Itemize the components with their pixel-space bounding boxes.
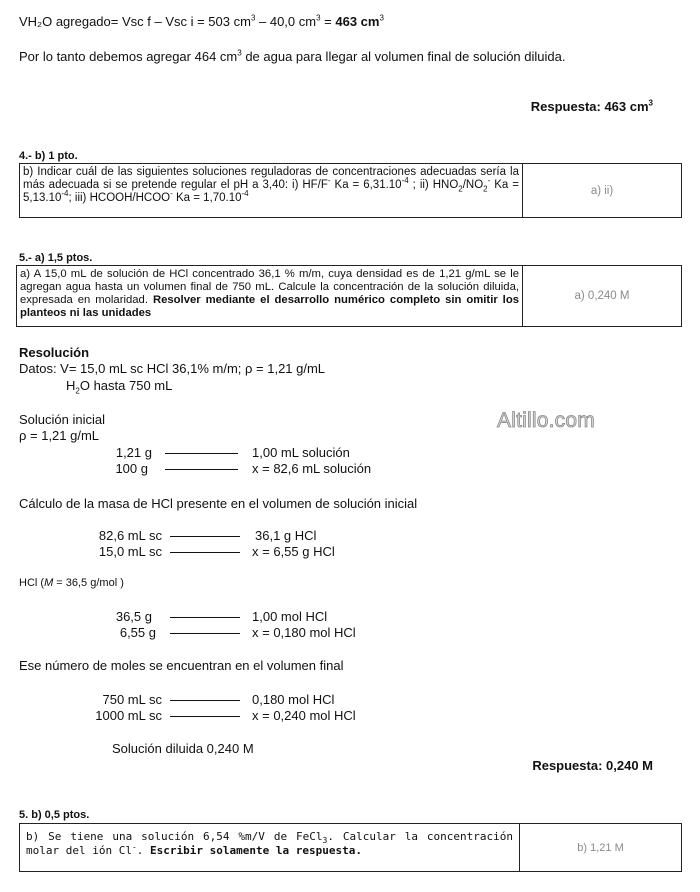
rule4-right-b: x = 0,240 mol HCl [252, 708, 356, 723]
rule3-right-a: 1,00 mol HCl [252, 609, 328, 624]
dilution-water-formula: VH₂O agregado= Vsc f – Vsc i = 503 $cm^3 - 40,0$ $cm^3 = 463$ $cm^3$ [19, 13, 384, 29]
rule4-left-a: 750 mL sc [102, 692, 162, 707]
formula-result: 463 cm [335, 14, 380, 29]
formula-text: VH₂O agregado= Vsc f – Vsc i = 503 cm [19, 14, 251, 29]
answer-label-top: Respuesta: 463 $cm^3$ [530, 98, 653, 114]
answer-label-5a: Respuesta: 0,240 M [532, 758, 653, 773]
question-5b-box [19, 823, 682, 872]
question-4-box [19, 163, 682, 218]
rule1-dash-b [165, 469, 238, 470]
question-5a-answer: a) 0,240 M [574, 290, 630, 302]
question-5a-box [16, 265, 682, 327]
rule2-dash-b [170, 552, 240, 553]
rule4-right-a: 0,180 mol HCl [252, 692, 335, 707]
rule2-right-a: 36,1 g HCl [255, 528, 317, 543]
molar-mass-label: HCl (M = 36,5 g/mol ) [19, 577, 124, 589]
rule3-right-b: x = 0,180 mol HCl [252, 625, 356, 640]
rule4-left-b: 1000 mL sc [95, 708, 162, 723]
data-line-2: $H_2O$ hasta 750 mL [66, 378, 173, 396]
question-4-text: b) Indicar cuál de las siguientes soluciones reguladoras de concentraciones adecuadas sería la más adecuada si se pretende regular el pH a 3,40: i) HF/F- $Ka = 6,31.10^{-4}$ ; ii) $HNO_2/NO_2^-$ $Ka = 5,13.10^{-4}$; iii) HCOOH/HCOO- $Ka = 1,70.10^{-4}$ [20, 164, 523, 217]
question-4-answer: a) ii) [590, 184, 614, 197]
rule3-dash-a [170, 617, 240, 618]
rule2-dash-a [170, 536, 240, 537]
data-line-1: Datos: V= 15,0 mL sc HCl 36,1% m/m; ρ = 1,21 g/mL [19, 361, 326, 376]
moles-final-label: Ese número de moles se encuentran en el volumen final [19, 658, 344, 673]
rule4-dash-a [170, 700, 240, 701]
rule4-dash-b [170, 716, 240, 717]
question-5b-answer: b) 1,21 M [577, 841, 624, 854]
rule3-left-b: 6,55 g [119, 625, 156, 640]
initial-solution-label: Solución inicial [19, 412, 105, 427]
conclusion-sentence: Por lo tanto debemos agregar 464 $cm^3$ de agua para llegar al volumen final de solución diluida. [19, 48, 566, 64]
rule3-left-a: 36,5 g [115, 609, 152, 624]
question-5b-header: 5. b) 0,5 ptos. [19, 809, 90, 821]
altillo-watermark-logo: Altillo.com [497, 409, 595, 432]
rule1-dash-a [165, 453, 238, 454]
rule1-right-b: x = 82,6 mL solución [252, 461, 372, 476]
question-5b-text: b) Se tiene una solución 6,54 %m/V de FeCl$_3$. Calcular la concentración molar del ión Cl-. Escribir solamente la respuesta. [20, 824, 520, 871]
rule1-left-a: 1,21 g [115, 445, 152, 460]
question-5a-header: 5.- a) 1,5 ptos. [19, 252, 93, 264]
rule3-dash-b [170, 633, 240, 634]
rule2-left-a: 82,6 mL sc [98, 528, 162, 543]
diluted-solution-label: Solución diluida 0,240 M [112, 741, 254, 756]
rule2-right-b: x = 6,55 g HCl [252, 544, 335, 559]
question-5a-text: a) A 15,0 mL de solución de HCl concentrado 36,1 % m/m, cuya densidad es de 1,21 g/mL se le agregan agua hasta un volumen final de 750 mL. Calcule la concentración de la solución diluida, expresada en molaridad. Resolver mediante el desarrollo numérico completo sin omitir los planteos ni las unidades [17, 266, 523, 326]
question-4-header: 4.- b) 1 pto. [19, 150, 78, 162]
rule1-right-a: 1,00 mL solución [252, 445, 350, 460]
rule2-left-b: 15,0 mL sc [98, 544, 162, 559]
resolution-title: Resolución [19, 345, 90, 360]
rule1-left-b: 100 g [115, 461, 148, 476]
density-label: ρ = 1,21 g/mL [19, 428, 100, 443]
mass-calc-label: Cálculo de la masa de HCl presente en el volumen de solución inicial [19, 496, 418, 511]
